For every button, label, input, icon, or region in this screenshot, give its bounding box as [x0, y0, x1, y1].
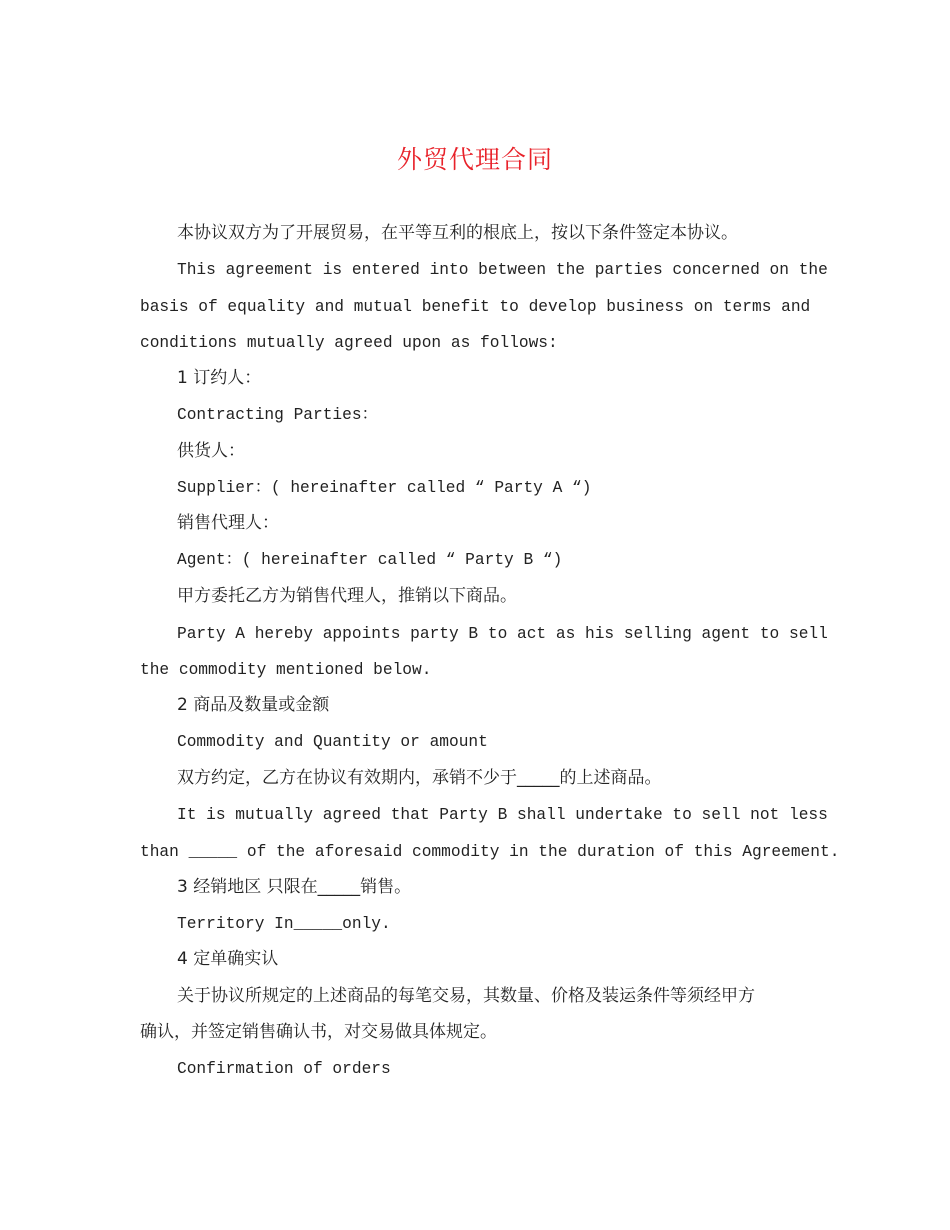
paragraph-line: Supplier：( hereinafter called “ Party A “) — [177, 479, 592, 497]
paragraph-line: 甲方委托乙方为销售代理人，推销以下商品。 — [177, 586, 517, 606]
paragraph-line: basis of equality and mutual benefit to develop business on terms and — [140, 298, 811, 316]
paragraph-line: Contracting Parties： — [177, 406, 378, 424]
document-title: 外贸代理合同 — [396, 145, 553, 174]
paragraph-line: Confirmation of orders — [177, 1060, 391, 1078]
paragraph-line: 供货人： — [177, 441, 245, 461]
paragraph-line: Agent：( hereinafter called “ Party B “) — [177, 551, 563, 569]
paragraph-line: It is mutually agreed that Party B shall undertake to sell not less — [177, 806, 828, 824]
section-heading: 4 定单确实认 — [177, 949, 279, 969]
paragraph-line: 确认，并签定销售确认书，对交易做具体规定。 — [140, 1022, 497, 1042]
paragraph-line: 关于协议所规定的上述商品的每笔交易，其数量、价格及装运条件等须经甲方 — [177, 986, 755, 1006]
paragraph-line: than _____ of the aforesaid commodity in the duration of this Agreement. — [140, 843, 840, 861]
paragraph-line: 销售代理人： — [177, 513, 279, 533]
paragraph-line: Party A hereby appoints party B to act as his selling agent to sell — [177, 625, 828, 643]
paragraph-line: Commodity and Quantity or amount — [177, 733, 488, 751]
section-heading: 1 订约人： — [177, 368, 262, 388]
section-heading: 3 经销地区 只限在_____销售。 — [177, 877, 412, 897]
paragraph-line: conditions mutually agreed upon as follows: — [140, 334, 558, 352]
paragraph-line: the commodity mentioned below. — [140, 661, 432, 679]
paragraph-line: 双方约定，乙方在协议有效期内，承销不少于_____的上述商品。 — [177, 768, 662, 788]
paragraph-line: Territory In_____only. — [177, 915, 391, 933]
paragraph-line: 本协议双方为了开展贸易，在平等互利的根底上，按以下条件签定本协议。 — [177, 223, 738, 243]
paragraph-line: This agreement is entered into between the parties concerned on the — [177, 261, 828, 279]
section-heading: 2 商品及数量或金额 — [177, 695, 330, 715]
